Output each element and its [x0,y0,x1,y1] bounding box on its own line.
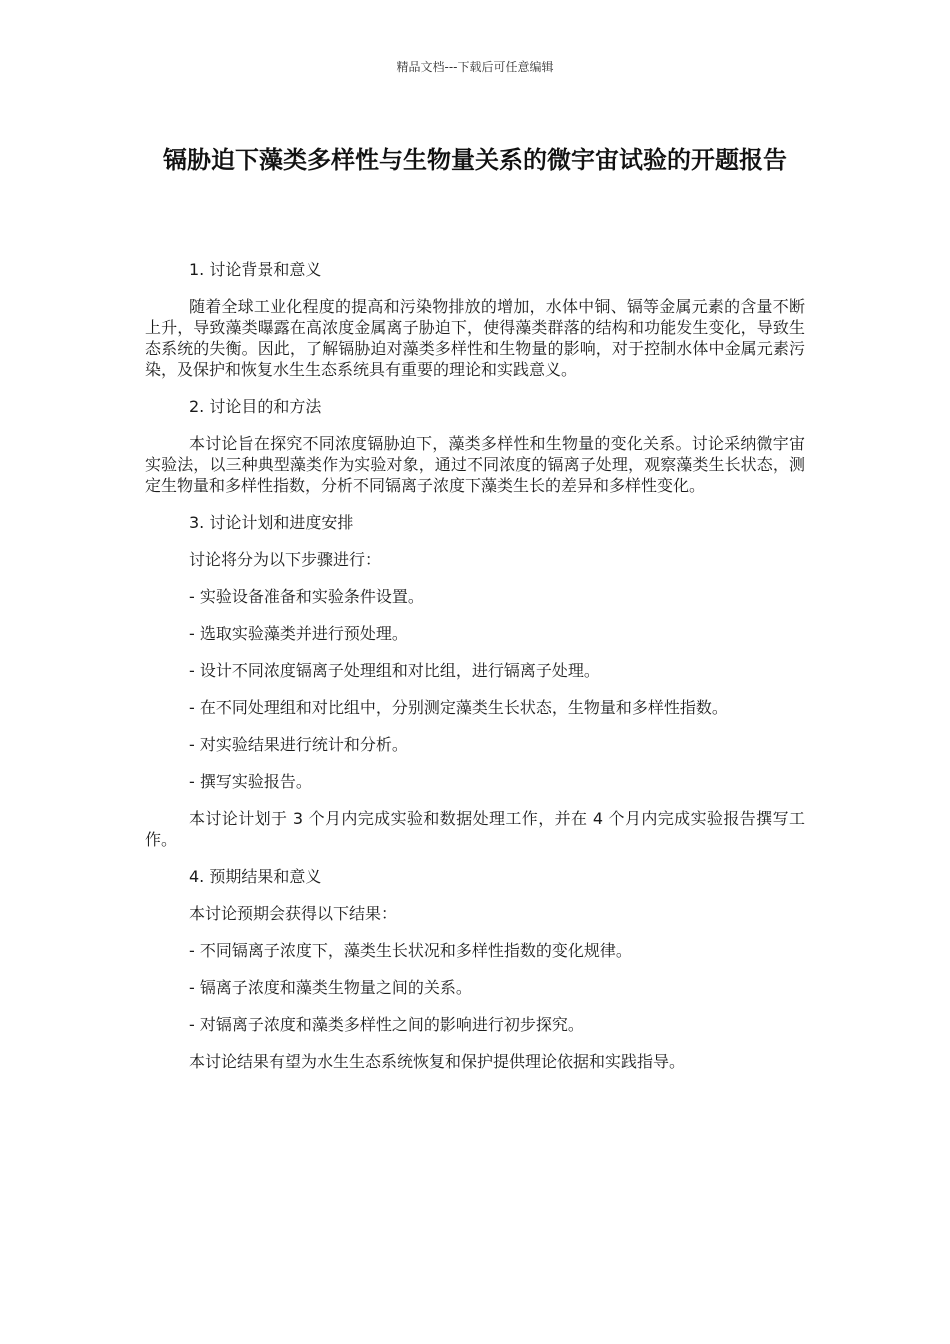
document-title: 镉胁迫下藻类多样性与生物量关系的微宇宙试验的开题报告 [163,146,787,174]
list-item: - 不同镉离子浓度下，藻类生长状况和多样性指数的变化规律。 [189,941,632,960]
list-item: - 设计不同浓度镉离子处理组和对比组，进行镉离子处理。 [189,661,600,680]
list-item: - 对实验结果进行统计和分析。 [189,735,408,754]
body-paragraph: 讨论将分为以下步骤进行： [189,550,382,569]
section-heading: 2. 讨论目的和方法 [189,397,322,416]
list-item: - 撰写实验报告。 [189,772,312,791]
list-item: - 镉离子浓度和藻类生物量之间的关系。 [189,978,472,997]
page-header: 精品文档---下载后可任意编辑 [396,60,554,74]
list-item: - 在不同处理组和对比组中，分别测定藻类生长状态，生物量和多样性指数。 [189,698,728,717]
section-heading: 3. 讨论计划和进度安排 [189,513,354,532]
section-heading: 4. 预期结果和意义 [189,867,322,886]
section-heading: 1. 讨论背景和意义 [189,260,322,279]
list-item: - 对镉离子浓度和藻类多样性之间的影响进行初步探究。 [189,1015,584,1034]
list-item: - 实验设备准备和实验条件设置。 [189,587,424,606]
list-item: - 选取实验藻类并进行预处理。 [189,624,408,643]
body-paragraph: 本讨论计划于 3 个月内完成实验和数据处理工作，并在 4 个月内完成实验报告撰写工作。 [145,809,805,849]
body-paragraph: 本讨论结果有望为水生生态系统恢复和保护提供理论依据和实践指导。 [189,1052,686,1071]
body-paragraph: 随着全球工业化程度的提高和污染物排放的增加，水体中铜、镉等金属元素的含量不断上升，导致藻类曝露在高浓度金属离子胁迫下，使得藻类群落的结构和功能发生变化，导致生态系统的失衡。因此，了解镉胁迫对藻类多样性和生物量的影响，对于控制水体中金属元素污染，及保护和恢复水生生态系统具有重要的理论和实践意义。 [145,297,805,379]
document-body [145,259,805,1088]
body-paragraph: 本讨论旨在探究不同浓度镉胁迫下，藻类多样性和生物量的变化关系。讨论采纳微宇宙实验法，以三种典型藻类作为实验对象，通过不同浓度的镉离子处理，观察藻类生长状态，测定生物量和多样性指数，分析不同镉离子浓度下藻类生长的差异和多样性变化。 [145,434,805,495]
body-paragraph: 本讨论预期会获得以下结果： [189,904,398,923]
